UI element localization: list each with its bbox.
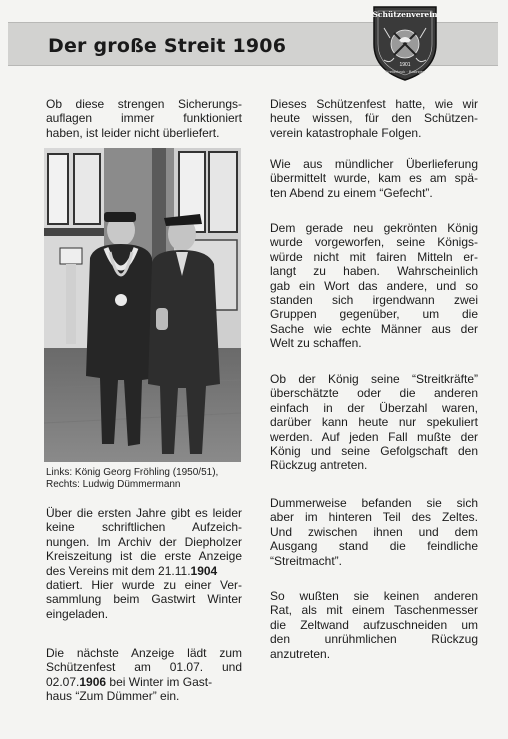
text-line: datiert. Hier wurde zu einer Ver- (46, 578, 242, 593)
text-line: “Streitmacht”. (270, 553, 343, 568)
text-line: Ausgang stand die feindliche (270, 539, 478, 554)
text-line: gab ein Wort das andere, und so (270, 278, 478, 293)
text-line: sammlung beim Gastwirt Winter (46, 592, 242, 607)
text-line: die Zeltwand aufzuschneiden um (270, 617, 478, 632)
right-paragraph-1 (270, 97, 478, 140)
text-line: Dem gerade neu gekrönten König (270, 221, 478, 235)
historic-photo (44, 148, 241, 462)
text-line: aber im hinteren Teil des Zeltes. (270, 510, 478, 525)
right-paragraph-3 (270, 221, 478, 351)
text-line: eingeladen. (46, 606, 109, 621)
left-paragraph-1 (46, 97, 242, 140)
text-line: Schützenfest am 01.07. und (46, 660, 242, 675)
text-line: auflagen immer funktioniert (46, 111, 242, 126)
text-line: Kreiszeitung ist die erste Anzeige (46, 549, 242, 564)
text-line: des Vereins mit dem 21.11.1904 (46, 563, 218, 578)
text-line: Dummerweise befanden sie sich (270, 496, 478, 510)
text-line: würde nicht mit fairen Mitteln er- (270, 249, 478, 264)
text-line: 02.07.1906 bei Winter im Gast- (46, 674, 213, 689)
text-line: verein katastrophale Folgen. (270, 125, 422, 140)
text-line: Ob diese strengen Sicherungs- (46, 97, 242, 111)
text-line: Ob der König seine “Streitkräfte” (270, 372, 478, 386)
left-paragraph-2 (46, 506, 242, 621)
text-line: wurde vorgeworfen, seine Königs- (270, 235, 478, 250)
text-line: nungen. Im Archiv der Diepholzer (46, 534, 242, 549)
text-line: Und zwischen ihnen und dem (270, 524, 478, 539)
text-line: ten Abend zu einem “Gefecht”. (270, 185, 433, 200)
text-line: den unrühmlichen Rückzug (270, 632, 478, 647)
right-paragraph-5 (270, 496, 478, 568)
text-line: So wußten sie keinen anderen (270, 589, 478, 603)
text-line: keine schriftlichen Aufzeich- (46, 520, 242, 535)
right-paragraph-6 (270, 589, 478, 661)
left-paragraph-3 (46, 646, 242, 704)
text-line: Rückzug antreten. (270, 458, 368, 473)
text-line: anzutreten. (270, 646, 331, 661)
text-line: überschätzte oder die anderen (270, 386, 478, 401)
caption-line: Links: König Georg Fröhling (1950/51), (46, 467, 219, 478)
text-line: Über die ersten Jahre gibt es leider (46, 506, 242, 520)
text-line: Welt zu schaffen. (270, 336, 362, 351)
photo-caption (46, 467, 246, 491)
text-line: Dieses Schützenfest hatte, wie wir (270, 97, 478, 111)
caption-line: Rechts: Ludwig Dümmermann (46, 479, 181, 490)
text-line: Die nächste Anzeige lädt zum (46, 646, 242, 660)
emblem-subtitle: Strellerbrok · Bollingen (384, 69, 426, 74)
year-highlight: 1906 (79, 674, 107, 689)
text-line: König und seine Gefolgschaft den (270, 444, 478, 459)
right-paragraph-4 (270, 372, 478, 473)
emblem-name: Schützenverein (372, 10, 438, 19)
text-line: langt zu haben. Wahrscheinlich (270, 264, 478, 279)
text-line: Sache wie echte Männer aus der (270, 321, 478, 336)
text-line: Gruppen gegenüber, um die (270, 307, 478, 322)
text-line: haben, ist leider nicht überliefert. (46, 125, 220, 140)
text-line: Wie aus mündlicher Überlieferung (270, 157, 478, 171)
text-line: Rat, als mit einem Taschenmesser (270, 603, 478, 618)
text-line: darüber kann heute nur spekuliert (270, 415, 478, 430)
text-line: einfach in der Überzahl waren, (270, 400, 478, 415)
year-highlight: 1904 (190, 563, 218, 578)
text-line: werden. Auf jeden Fall mußte der (270, 429, 478, 444)
emblem-year: 1901 (399, 62, 411, 68)
text-line: übermittelt wurde, kam es am spä- (270, 171, 478, 186)
text-line: heute wissen, für den Schützen- (270, 111, 478, 126)
text-line: haus “Zum Dümmer” ein. (46, 689, 180, 704)
page-title: Der große Streit 1906 (48, 35, 287, 57)
right-paragraph-2 (270, 157, 478, 200)
text-line: standen sich irgendwann zwei (270, 293, 478, 308)
